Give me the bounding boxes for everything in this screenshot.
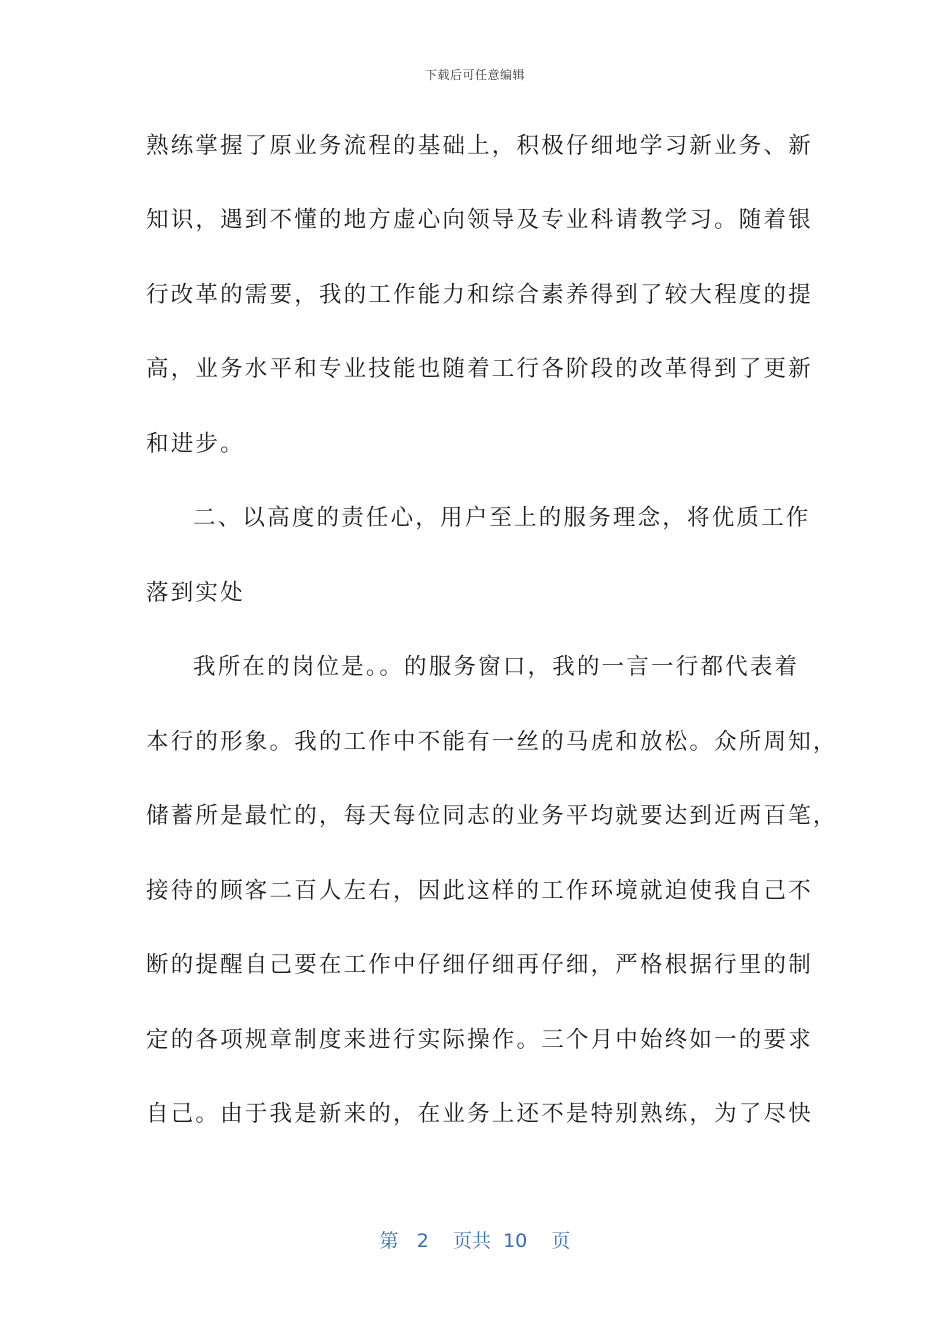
section-heading-continued: 落到实处	[146, 580, 245, 606]
body-line: 我所在的岗位是。。的服务窗口，我的一言一行都代表着	[193, 654, 800, 680]
body-line: 储蓄所是最忙的，每天每位同志的业务平均就要达到近两百笔，	[146, 803, 838, 829]
total-pages-number: 10	[503, 1230, 528, 1252]
body-line: 本行的形象。我的工作中不能有一丝的马虎和放松。众所周知，	[146, 729, 838, 755]
body-line: 熟练掌握了原业务流程的基础上，积极仔细地学习新业务、新	[146, 133, 813, 159]
footer-suffix: 页	[551, 1230, 571, 1252]
page-footer	[0, 1226, 950, 1253]
page-header: 下载后可任意编辑	[424, 68, 525, 82]
body-line: 定的各项规章制度来进行实际操作。三个月中始终如一的要求	[146, 1027, 813, 1053]
body-line: 和进步。	[146, 431, 245, 457]
body-line: 高，业务水平和专业技能也随着工行各阶段的改革得到了更新	[146, 356, 813, 382]
body-line: 自己。由于我是新来的，在业务上还不是特别熟练，为了尽快	[146, 1101, 813, 1127]
current-page-number: 2	[416, 1230, 429, 1252]
body-line: 断的提醒自己要在工作中仔细仔细再仔细，严格根据行里的制	[146, 952, 813, 978]
footer-prefix: 第	[379, 1230, 399, 1252]
body-line: 知识，遇到不懂的地方虚心向领导及专业科请教学习。随着银	[146, 207, 813, 233]
footer-middle: 页共	[452, 1230, 491, 1252]
body-line: 接待的顾客二百人左右，因此这样的工作环境就迫使我自己不	[146, 878, 813, 904]
section-heading: 二、以高度的责任心，用户至上的服务理念，将优质工作	[193, 505, 811, 531]
body-line: 行改革的需要，我的工作能力和综合素养得到了较大程度的提	[146, 282, 813, 308]
